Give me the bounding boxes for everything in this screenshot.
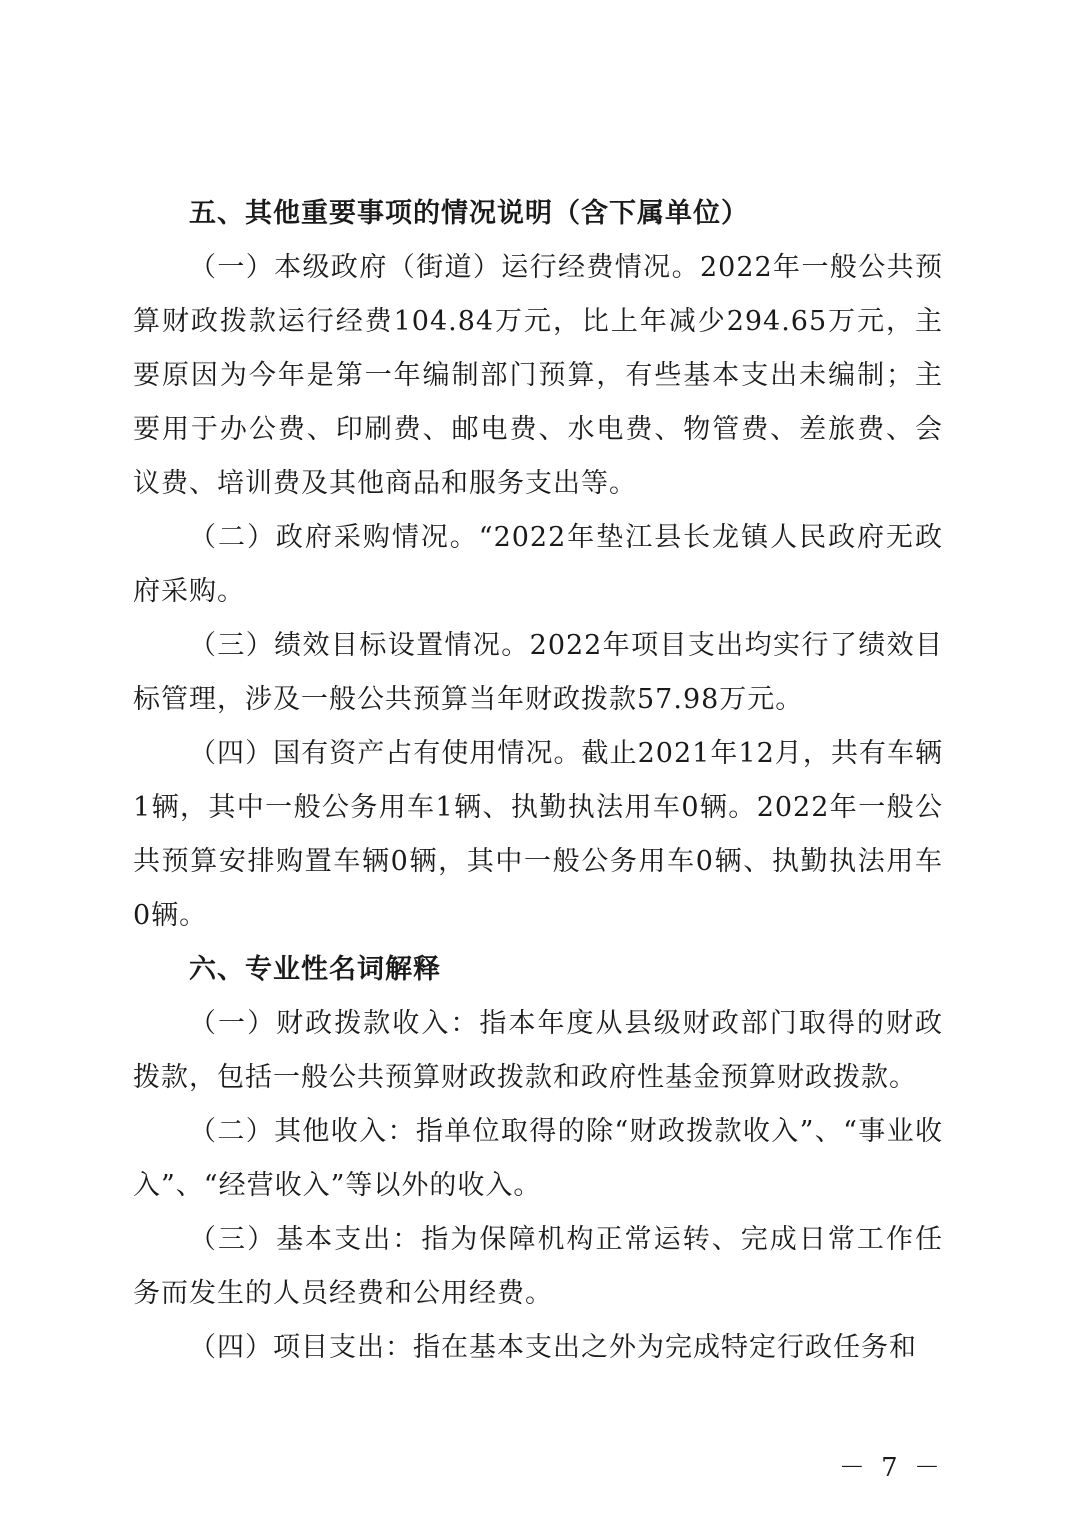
paragraph-fiscal-appropriation-income: （一）财政拨款收入：指本年度从县级财政部门取得的财政拨款，包括一般公共预算财政拨款和政府性基金预算财政拨款。 xyxy=(133,1008,943,1093)
paragraph-project-expenditure: （四）项目支出：指在基本支出之外为完成特定行政任务和 xyxy=(189,1332,917,1363)
paragraph-state-assets: （四）国有资产占有使用情况。截止2021年12月，共有车辆1辆，其中一般公务用车1辆、执勤执法用车0辆。2022年一般公共预算安排购置车辆0辆，其中一般公务用车0辆、执勤执法用车0辆。 xyxy=(133,738,943,931)
paragraph-other-income: （二）其他收入：指单位取得的除“财政拨款收入”、“事业收入”、“经营收入”等以外的收入。 xyxy=(133,1116,943,1201)
document-body xyxy=(133,187,943,1375)
section-heading-glossary: 六、专业性名词解释 xyxy=(189,954,441,985)
paragraph-government-procurement: （二）政府采购情况。“2022年垫江县长龙镇人民政府无政府采购。 xyxy=(133,522,943,607)
paragraph-operating-expenses: （一）本级政府（街道）运行经费情况。2022年一般公共预算财政拨款运行经费104.84万元，比上年减少294.65万元，主要原因为今年是第一年编制部门预算，有些基本支出未编制；主要用于办公费、印刷费、邮电费、水电费、物管费、差旅费、会议费、培训费及其他商品和服务支出等。 xyxy=(133,252,943,499)
section-heading-other-matters: 五、其他重要事项的情况说明（含下属单位） xyxy=(189,198,749,229)
page-number: － 7 － xyxy=(838,1453,944,1483)
paragraph-basic-expenditure: （三）基本支出：指为保障机构正常运转、完成日常工作任务而发生的人员经费和公用经费。 xyxy=(133,1224,943,1309)
paragraph-performance-targets: （三）绩效目标设置情况。2022年项目支出均实行了绩效目标管理，涉及一般公共预算当年财政拨款57.98万元。 xyxy=(133,630,943,715)
